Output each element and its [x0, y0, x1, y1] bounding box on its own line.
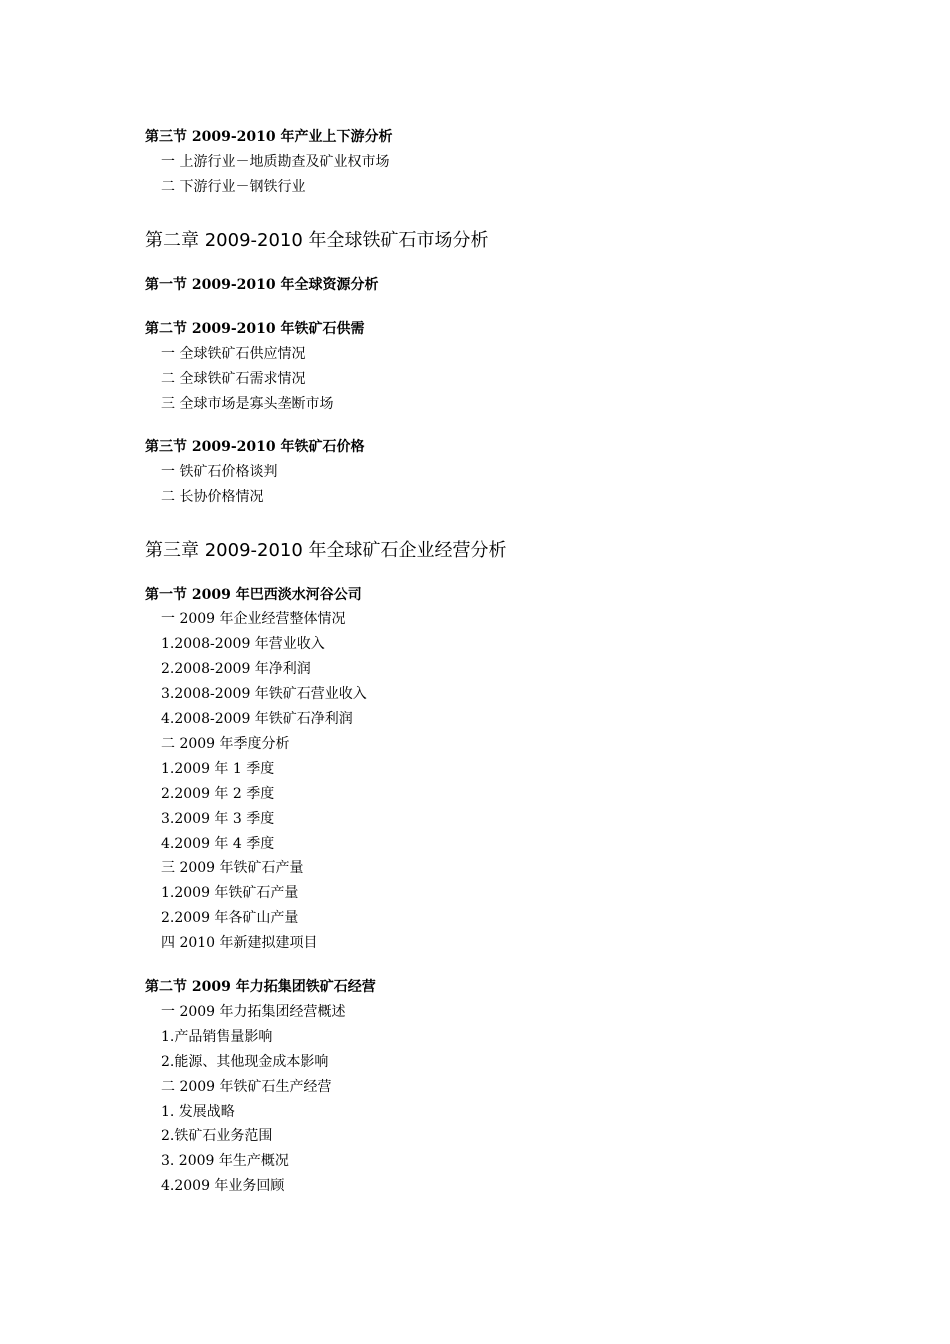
section-title: 第一节 2009 年巴西淡水河谷公司 [145, 587, 362, 603]
list-item: 一 2009 年力拓集团经营概述 [161, 1004, 346, 1020]
list-item: 1.2009 年 1 季度 [161, 761, 275, 777]
section-title: 第二节 2009-2010 年铁矿石供需 [145, 321, 365, 337]
list-item: 1. 发展战略 [161, 1104, 235, 1120]
list-item: 4.2008-2009 年铁矿石净利润 [161, 711, 353, 727]
list-item: 三 全球市场是寡头垄断市场 [161, 396, 334, 412]
list-item: 1.2008-2009 年营业收入 [161, 636, 325, 652]
list-item: 一 2009 年企业经营整体情况 [161, 611, 346, 627]
list-item: 二 全球铁矿石需求情况 [161, 371, 306, 387]
list-item: 二 长协价格情况 [161, 489, 264, 505]
list-item: 1.2009 年铁矿石产量 [161, 885, 299, 901]
list-item: 一 全球铁矿石供应情况 [161, 346, 306, 362]
list-item: 一 铁矿石价格谈判 [161, 464, 278, 480]
list-item: 3.2009 年 3 季度 [161, 811, 275, 827]
list-item: 二 2009 年季度分析 [161, 736, 290, 752]
section-title: 第二节 2009 年力拓集团铁矿石经营 [145, 979, 376, 995]
list-item: 4.2009 年业务回顾 [161, 1178, 285, 1194]
chapter-title: 第三章 2009-2010 年全球矿石企业经营分析 [145, 540, 507, 561]
chapter-title: 第二章 2009-2010 年全球铁矿石市场分析 [145, 230, 489, 251]
list-item: 三 2009 年铁矿石产量 [161, 860, 304, 876]
list-item: 2.2009 年 2 季度 [161, 786, 275, 802]
list-item: 二 2009 年铁矿石生产经营 [161, 1079, 332, 1095]
section-title: 第一节 2009-2010 年全球资源分析 [145, 277, 379, 293]
list-item: 2.2008-2009 年净利润 [161, 661, 311, 677]
list-item: 四 2010 年新建拟建项目 [161, 935, 318, 951]
list-item: 2.铁矿石业务范围 [161, 1128, 273, 1144]
list-item: 2.2009 年各矿山产量 [161, 910, 299, 926]
section-title: 第三节 2009-2010 年铁矿石价格 [145, 439, 365, 455]
list-item: 3. 2009 年生产概况 [161, 1153, 289, 1169]
list-item: 一 上游行业－地质勘查及矿业权市场 [161, 154, 390, 170]
list-item: 4.2009 年 4 季度 [161, 836, 275, 852]
list-item: 3.2008-2009 年铁矿石营业收入 [161, 686, 367, 702]
list-item: 1.产品销售量影响 [161, 1029, 273, 1045]
section-title: 第三节 2009-2010 年产业上下游分析 [145, 129, 393, 145]
list-item: 2.能源、其他现金成本影响 [161, 1054, 329, 1070]
list-item: 二 下游行业－钢铁行业 [161, 179, 306, 195]
